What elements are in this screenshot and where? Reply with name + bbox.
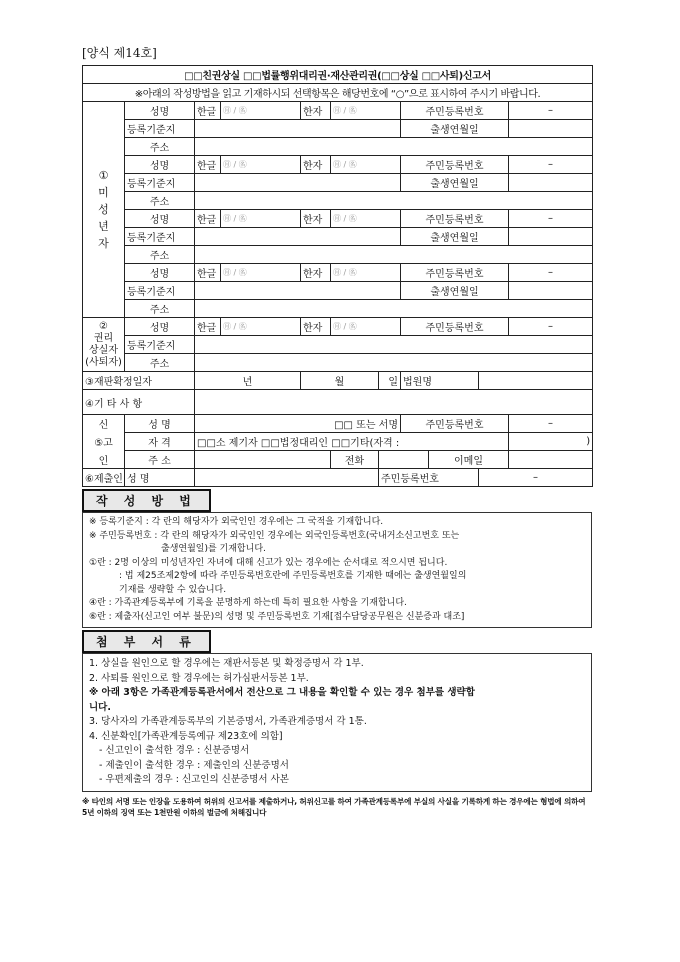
hanja-label: 한자 xyxy=(301,102,331,120)
attachment-line: 4. 신분확인[가족관계등록예규 제23호에 의함] xyxy=(89,730,283,742)
method-line: : 법 제25조제2항에 따라 주민등록번호란에 주민등록번호를 기재한 때에는 출생연월일의 xyxy=(119,571,467,581)
birth-label: 출생연월일 xyxy=(401,282,509,300)
reporter-char: 신 xyxy=(83,415,125,433)
name-hint: ㊊ / ㊔ xyxy=(223,322,247,331)
rrn-input[interactable]: – xyxy=(509,415,593,433)
other-matters-label: ④기 타 사 항 xyxy=(83,390,195,415)
attachment-line: 1. 상실을 원인으로 할 경우에는 재판서등본 및 확정증명서 각 1부. xyxy=(89,658,364,669)
registry-base-input[interactable] xyxy=(195,282,401,300)
hangul-label: 한글 xyxy=(195,264,221,282)
hanja-label: 한자 xyxy=(301,156,331,174)
hangul-name-input[interactable] xyxy=(221,156,301,174)
name-hint: ㊊ / ㊔ xyxy=(223,106,247,115)
name-label: 성명 xyxy=(125,156,195,174)
judgment-year[interactable]: 년 xyxy=(195,372,301,390)
penalty-footnote: ※ 타인의 서명 또는 인장을 도용하여 허위의 신고서를 제출하거나, 허위신고를 하여 가족관계등록부에 부실의 사실을 기록하게 하는 경우에는 형법에 의하여 5년 이하의 징역 또는 1천만원 이하의 벌금에 처해집니다 xyxy=(82,796,586,817)
section-char: 자 xyxy=(98,237,109,250)
reporter-address-input[interactable] xyxy=(195,451,331,469)
section-char: 미 xyxy=(98,186,109,199)
rrn-label: 주민등록번호 xyxy=(401,264,509,282)
name-hint: ㊊ / ㊔ xyxy=(333,268,357,277)
address-label: 주소 xyxy=(125,354,195,372)
name-hint: ㊊ / ㊔ xyxy=(333,160,357,169)
hanja-label: 한자 xyxy=(301,264,331,282)
attachment-line: 2. 사퇴를 원인으로 할 경우에는 허가심판서등본 1부. xyxy=(89,672,309,684)
rrn-input[interactable]: – xyxy=(509,318,593,336)
method-line: ①란 : 2명 이상의 미성년자인 자녀에 대해 신고가 있는 경우에는 순서대로 적으시면 됩니다. xyxy=(89,557,448,568)
rrn-input[interactable]: – xyxy=(509,210,593,228)
hanja-name-input[interactable] xyxy=(331,102,401,120)
phone-label: 전화 xyxy=(331,451,379,469)
hangul-label: 한글 xyxy=(195,210,221,228)
section-line: 권리 xyxy=(93,332,114,344)
hanja-name-input[interactable] xyxy=(331,156,401,174)
registry-base-input[interactable] xyxy=(195,228,401,246)
birth-input[interactable] xyxy=(509,228,593,246)
phone-input[interactable] xyxy=(379,451,429,469)
rights-section-label xyxy=(83,318,125,372)
section-char: 년 xyxy=(98,220,109,233)
rrn-label: 주민등록번호 xyxy=(401,210,509,228)
writing-method-box xyxy=(82,512,592,628)
method-line: 출생연월일)를 기재합니다. xyxy=(161,544,266,554)
form-page xyxy=(82,44,592,818)
name-hint: ㊊ / ㊔ xyxy=(223,214,247,223)
attachment-line: ※ 아래 3항은 가족관계등록관서에서 전산으로 그 내용을 확인할 수 있는 경우 첨부를 생략합 xyxy=(89,687,475,698)
instruction-text: ※아래의 작성방법을 읽고 기재하시되 선택항목은 해당번호에 “○”으로 표시하여 주시기 바랍니다. xyxy=(83,84,593,102)
name-hint: ㊊ / ㊔ xyxy=(223,268,247,277)
attachment-line: 3. 당사자의 가족관계등록부의 기본증명서, 가족관계증명서 각 1통. xyxy=(89,716,367,727)
attachments-heading: 첨 부 서 류 xyxy=(82,630,211,653)
judgment-day[interactable]: 일 xyxy=(379,372,401,390)
section-char: 성 xyxy=(98,203,109,216)
name-hint: ㊊ / ㊔ xyxy=(223,160,247,169)
section-number: ① xyxy=(98,169,109,182)
rrn-label: 주민등록번호 xyxy=(401,415,509,433)
section-number: ② xyxy=(99,320,108,332)
qualification-label: 자 격 xyxy=(125,433,195,451)
qualification-close: ) xyxy=(509,433,593,451)
section-line: 상실자 xyxy=(89,344,118,356)
hanja-label: 한자 xyxy=(301,210,331,228)
submitter-label: ⑥제출인 xyxy=(83,469,125,487)
address-input[interactable] xyxy=(195,138,593,156)
registry-base-label: 등록기준지 xyxy=(125,282,195,300)
rrn-input[interactable]: – xyxy=(509,264,593,282)
judgment-date-label: ③재판확정일자 xyxy=(83,372,195,390)
method-line: ⑥란 : 제출자(신고인 여부 불문)의 성명 및 주민등록번호 기재[접수담당공무원은 신분증과 대조] xyxy=(89,611,465,622)
hanja-name-input[interactable] xyxy=(331,318,401,336)
judgment-month[interactable]: 월 xyxy=(301,372,379,390)
section-line: (사퇴자) xyxy=(85,356,122,368)
address-input[interactable] xyxy=(195,192,593,210)
court-name-input[interactable] xyxy=(479,372,593,390)
hanja-name-input[interactable] xyxy=(331,210,401,228)
registry-base-input[interactable] xyxy=(195,174,401,192)
qualification-options[interactable]: □□소 제기자 □□법정대리인 □□기타(자격 : xyxy=(195,433,509,451)
method-line: ※ 주민등록번호 : 각 란의 해당자가 외국인인 경우에는 외국인등록번호(국내거소신고번호 또는 xyxy=(89,530,460,541)
hangul-name-input[interactable] xyxy=(221,264,301,282)
address-input[interactable] xyxy=(195,300,593,318)
address-label: 주소 xyxy=(125,138,195,156)
birth-label: 출생연월일 xyxy=(401,174,509,192)
attachments-box xyxy=(82,653,592,792)
address-label: 주소 xyxy=(125,246,195,264)
attachment-line: - 우편제출의 경우 : 신고인의 신분증명서 사본 xyxy=(99,774,289,785)
name-label: 성명 xyxy=(125,264,195,282)
method-line: 기재를 생략할 수 있습니다. xyxy=(119,584,227,595)
form-number: [양식 제14호] xyxy=(82,46,157,60)
method-line: ④란 : 가족관계등록부에 기록을 분명하게 하는데 특히 필요한 사항을 기재합니다. xyxy=(89,598,407,608)
birth-input[interactable] xyxy=(509,174,593,192)
attachment-line: - 제출인이 출석한 경우 : 제출인의 신분증명서 xyxy=(99,759,289,771)
registry-base-input[interactable] xyxy=(195,120,401,138)
rrn-label: 주민등록번호 xyxy=(401,156,509,174)
rrn-label: 주민등록번호 xyxy=(401,318,509,336)
email-input[interactable] xyxy=(509,451,593,469)
registry-base-label: 등록기준지 xyxy=(125,120,195,138)
rrn-input[interactable]: – xyxy=(509,102,593,120)
registry-base-input[interactable] xyxy=(195,336,593,354)
submitter-name-label: 성 명 xyxy=(125,469,195,487)
email-label: 이메일 xyxy=(429,451,509,469)
court-name-label: 법원명 xyxy=(401,372,479,390)
hangul-name-input[interactable] xyxy=(221,318,301,336)
minor-section-label xyxy=(83,102,125,318)
reporter-name-label: 성 명 xyxy=(125,415,195,433)
address-input[interactable] xyxy=(195,354,593,372)
hanja-label: 한자 xyxy=(301,318,331,336)
birth-input[interactable] xyxy=(509,120,593,138)
attachment-line: 니다. xyxy=(89,701,111,713)
reporter-sign[interactable]: □□ 또는 서명 xyxy=(195,415,401,433)
hangul-label: 한글 xyxy=(195,318,221,336)
report-form-table xyxy=(82,65,593,487)
address-input[interactable] xyxy=(195,246,593,264)
form-title: □□친권상실 □□법률행위대리권·재산관리권(□□상실 □□사퇴)신고서 xyxy=(83,66,593,84)
address-label: 주 소 xyxy=(125,451,195,469)
rrn-input[interactable]: – xyxy=(509,156,593,174)
submitter-rrn-label: 주민등록번호 xyxy=(379,469,479,487)
submitter-name-input[interactable] xyxy=(195,469,379,487)
submitter-rrn-input[interactable]: – xyxy=(479,469,593,487)
name-label: 성명 xyxy=(125,210,195,228)
birth-input[interactable] xyxy=(509,282,593,300)
reporter-char: ⑤고 xyxy=(83,433,125,451)
hanja-name-input[interactable] xyxy=(331,264,401,282)
hangul-name-input[interactable] xyxy=(221,102,301,120)
hangul-name-input[interactable] xyxy=(221,210,301,228)
reporter-char: 인 xyxy=(83,451,125,469)
address-label: 주소 xyxy=(125,192,195,210)
name-hint: ㊊ / ㊔ xyxy=(333,106,357,115)
birth-label: 출생연월일 xyxy=(401,120,509,138)
registry-base-label: 등록기준지 xyxy=(125,336,195,354)
hangul-label: 한글 xyxy=(195,102,221,120)
name-hint: ㊊ / ㊔ xyxy=(333,322,357,331)
name-label: 성명 xyxy=(125,102,195,120)
hangul-label: 한글 xyxy=(195,156,221,174)
address-label: 주소 xyxy=(125,300,195,318)
other-matters-input[interactable] xyxy=(195,390,593,415)
registry-base-label: 등록기준지 xyxy=(125,228,195,246)
rrn-label: 주민등록번호 xyxy=(401,102,509,120)
name-label: 성명 xyxy=(125,318,195,336)
writing-method-heading: 작 성 방 법 xyxy=(82,489,211,512)
name-hint: ㊊ / ㊔ xyxy=(333,214,357,223)
birth-label: 출생연월일 xyxy=(401,228,509,246)
method-line: ※ 등록기준지 : 각 란의 해당자가 외국인인 경우에는 그 국적을 기재합니다. xyxy=(89,517,384,527)
attachment-line: - 신고인이 출석한 경우 : 신분증명서 xyxy=(99,745,250,756)
registry-base-label: 등록기준지 xyxy=(125,174,195,192)
